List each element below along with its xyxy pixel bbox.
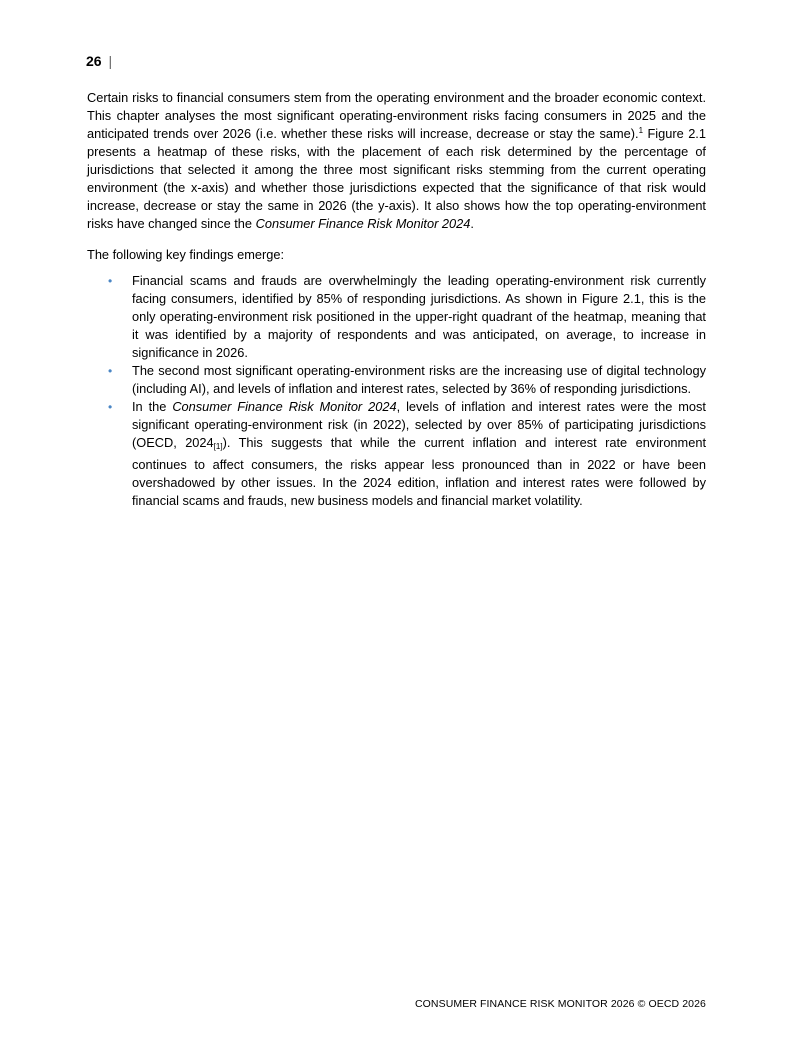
finding-text: Financial scams and frauds are overwhelmingly the leading operating-environment risk currently facing consumers, identified by 85% of responding jurisdictions. As shown in Figure 2.1, this is the only operating-environment risk positioned in the upper-right quadrant of the heatmap, meaning that it was identified by a majority of respondents and was anticipated, on average, to increase in significance in 2026. <box>132 273 706 360</box>
finding-text: The second most significant operating-environment risks are the increasing use of digital technology (including AI), and levels of inflation and interest rates, selected by 36% of responding jurisdictions. <box>132 363 706 396</box>
page-header <box>86 52 112 70</box>
findings-lead: The following key findings emerge: <box>87 247 285 262</box>
bullet-icon: • <box>108 274 113 288</box>
finding-text-1: In the <box>132 399 173 414</box>
list-item <box>87 272 706 362</box>
intro-report-title: Consumer Finance Risk Monitor 2024 <box>255 216 471 231</box>
page-footer: CONSUMER FINANCE RISK MONITOR 2026 © OECD 2026 <box>414 998 706 1010</box>
bullet-icon: • <box>108 364 113 378</box>
list-item <box>87 362 706 398</box>
finding-report-title: Consumer Finance Risk Monitor 2024 <box>172 399 397 414</box>
list-item <box>87 398 706 510</box>
reference-link[interactable]: [1] <box>213 442 223 451</box>
intro-text-2: Figure 2.1 presents a heatmap of these risks, with the placement of each risk determined by the percentage of jurisdictions that selected it among the three most significant risks stemming from the current operating environment (the x-axis) and whether those jurisdictions expected that the significance of that risk would increase, decrease or stay the same in 2026 (the y-axis). It also shows how the top operating-environment risks have changed since the <box>87 126 706 231</box>
footnote-marker[interactable]: 1 <box>638 126 644 135</box>
findings-list <box>87 272 706 510</box>
intro-paragraph <box>87 89 706 233</box>
intro-text-3: . <box>470 216 474 231</box>
page-number-separator: | <box>108 53 113 69</box>
finding-text-3: ). This suggests that while the current inflation and interest rate environment continues to affect consumers, the risks appear less pronounced than in 2022 or have been overshadowed by other issues. In the 2024 edition, inflation and interest rates were followed by financial scams and frauds, new business models and financial market volatility. <box>132 435 706 508</box>
intro-text-1: Certain risks to financial consumers stem from the operating environment and the broader economic context. This chapter analyses the most significant operating-environment risks facing consumers in 2025 and the anticipated trends over 2026 (i.e. whether these risks will increase, decrease or stay the same). <box>87 90 706 141</box>
bullet-icon: • <box>108 400 113 414</box>
page-number: 26 <box>86 53 102 69</box>
finding-text-2: , levels of inflation and interest rates were the most significant operating-environment risk (in 2022), selected by over 85% of participating jurisdictions (OECD, 2024 <box>132 399 706 450</box>
